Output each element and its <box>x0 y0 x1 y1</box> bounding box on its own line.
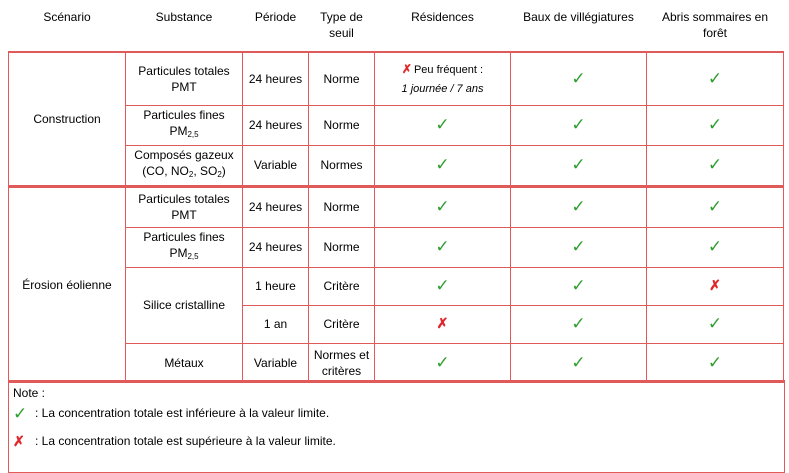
type-cell: Normes <box>309 145 375 186</box>
substance-text: Particules fines PM <box>143 108 225 138</box>
substance-text: Particules fines PM <box>143 230 225 260</box>
baux-cell <box>511 305 647 343</box>
baux-cell <box>511 105 647 145</box>
substance-cell <box>126 105 243 145</box>
frequency-note: 1 journée / 7 ans <box>401 82 484 95</box>
check-icon: ✓ <box>707 237 723 256</box>
type-cell: Norme <box>309 105 375 145</box>
residences-cell <box>375 105 511 145</box>
check-icon: ✓ <box>707 68 723 88</box>
abris-cell <box>647 227 784 267</box>
substance-text: , SO <box>193 164 218 178</box>
check-icon: ✓ <box>571 314 586 333</box>
infrequent-note <box>401 61 484 76</box>
type-cell: Normes et critères <box>309 343 375 382</box>
header-periode: Période <box>254 10 297 24</box>
check-icon: ✓ <box>571 68 586 88</box>
table-row <box>9 145 784 186</box>
residences-cell <box>375 186 511 227</box>
scenario-construction: Construction <box>9 52 126 186</box>
check-icon: ✓ <box>435 115 450 134</box>
table-row <box>9 105 784 145</box>
cross-icon: ✗ <box>401 61 412 76</box>
header-row <box>9 2 784 52</box>
check-icon: ✓ <box>707 352 723 372</box>
header-type-seuil: Type de seuil <box>320 10 363 40</box>
check-icon: ✓ <box>435 276 450 295</box>
abris-cell <box>647 145 784 186</box>
type-cell: Critère <box>309 267 375 305</box>
check-icon: ✓ <box>435 197 450 216</box>
baux-cell <box>511 186 647 227</box>
scenario-erosion: Érosion éolienne <box>9 186 126 382</box>
periode-cell: 24 heures <box>243 105 309 145</box>
substance-subscript: 2 <box>217 170 222 179</box>
residences-cell <box>375 52 511 105</box>
abris-cell <box>647 305 784 343</box>
abris-cell <box>647 267 784 305</box>
legend-check-text: : La concentration totale est inférieure à la valeur limite. <box>35 406 330 420</box>
cross-icon: ✗ <box>13 433 25 449</box>
header-scenario: Scénario <box>43 10 91 24</box>
check-icon: ✓ <box>571 197 586 216</box>
legend-check <box>13 402 780 424</box>
periode-cell: 1 heure <box>243 267 309 305</box>
header-baux: Baux de villégiatures <box>523 10 634 24</box>
substance-subscript: 2,5 <box>187 130 199 139</box>
header-substance: Substance <box>155 10 213 24</box>
baux-cell <box>511 267 647 305</box>
substance-text: Composés gazeux (CO, NO <box>134 148 234 178</box>
type-cell: Norme <box>309 186 375 227</box>
legend-cross <box>13 430 780 452</box>
abris-cell <box>647 343 784 382</box>
substance-cell: Métaux <box>126 343 243 382</box>
table-row <box>9 186 784 227</box>
substance-cell <box>126 227 243 267</box>
cross-icon: ✗ <box>709 277 721 293</box>
substance-cell <box>126 145 243 186</box>
check-icon: ✓ <box>571 155 586 174</box>
substance-subscript: 2,5 <box>187 252 199 261</box>
check-icon: ✓ <box>571 237 586 256</box>
periode-cell: 1 an <box>243 305 309 343</box>
substance-cell: Particules totales PMT <box>126 52 243 105</box>
check-icon: ✓ <box>13 403 28 423</box>
residences-cell <box>375 305 511 343</box>
results-table <box>8 2 784 383</box>
periode-cell: 24 heures <box>243 186 309 227</box>
residences-cell <box>375 145 511 186</box>
periode-cell: 24 heures <box>243 227 309 267</box>
check-icon: ✓ <box>707 155 723 174</box>
substance-cell: Particules totales PMT <box>126 186 243 227</box>
abris-cell <box>647 105 784 145</box>
check-icon: ✓ <box>707 197 723 216</box>
legend-cross-text: : La concentration totale est supérieure à la valeur limite. <box>35 434 336 448</box>
note-title: Note : <box>13 386 46 400</box>
check-icon: ✓ <box>571 352 586 372</box>
cross-icon: ✗ <box>436 315 449 331</box>
residences-cell <box>375 227 511 267</box>
baux-cell <box>511 145 647 186</box>
table-row <box>9 52 784 105</box>
table-row <box>9 267 784 305</box>
check-icon: ✓ <box>435 352 450 372</box>
type-cell: Critère <box>309 305 375 343</box>
baux-cell <box>511 52 647 105</box>
residences-cell <box>375 343 511 382</box>
baux-cell <box>511 227 647 267</box>
table-row <box>9 227 784 267</box>
check-icon: ✓ <box>571 276 586 295</box>
header-abris: Abris sommaires en forêt <box>661 10 769 40</box>
substance-text: ) <box>221 164 226 178</box>
check-icon: ✓ <box>707 115 723 134</box>
periode-cell: 24 heures <box>243 52 309 105</box>
abris-cell <box>647 186 784 227</box>
type-cell: Norme <box>309 227 375 267</box>
abris-cell <box>647 52 784 105</box>
type-cell: Norme <box>309 52 375 105</box>
check-icon: ✓ <box>707 314 723 333</box>
table-row <box>9 343 784 382</box>
note-label: Peu fréquent : <box>413 63 484 76</box>
header-residences: Résidences <box>411 10 474 24</box>
baux-cell <box>511 343 647 382</box>
periode-cell: Variable <box>243 343 309 382</box>
check-icon: ✓ <box>571 115 586 134</box>
residences-cell <box>375 267 511 305</box>
check-icon: ✓ <box>435 155 450 174</box>
substance-cell: Silice cristalline <box>126 267 243 343</box>
substance-subscript: 2 <box>188 170 194 179</box>
periode-cell: Variable <box>243 145 309 186</box>
legend-note <box>8 380 785 473</box>
check-icon: ✓ <box>435 237 450 256</box>
